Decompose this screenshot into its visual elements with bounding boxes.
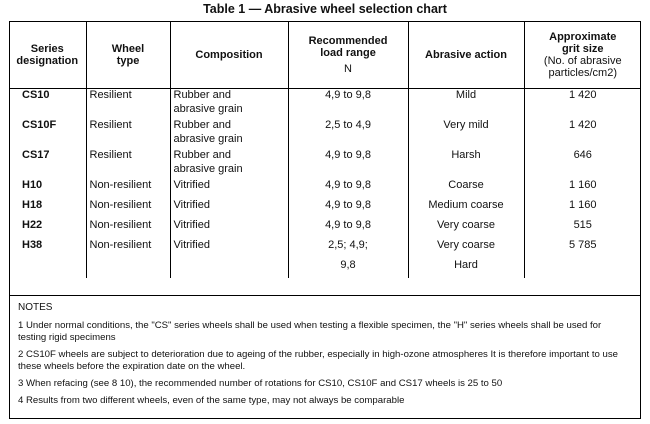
header-load-range: Recommended load range N: [288, 21, 408, 89]
composition-cell: Vitrified: [170, 179, 288, 199]
composition-cell: Vitrified: [170, 199, 288, 219]
load-cell: 4,9 to 9,8: [288, 219, 408, 239]
header-abrasive-action: Abrasive action: [408, 21, 524, 89]
composition-cell: Vitrified: [170, 219, 288, 239]
note-item: 3 When refacing (see 8 10), the recommended number of rotations for CS10, CS10F and CS17 wheels is 25 to 50: [18, 378, 503, 389]
header-series: Series designation: [9, 21, 86, 89]
type-cell: Non-resilient: [86, 219, 170, 239]
series-cell: H18: [9, 199, 86, 219]
load-unit: N: [344, 62, 352, 75]
grit-cell: 1 160: [568, 199, 597, 211]
load-cell: 2,5 to 4,9: [288, 119, 408, 149]
grit-cell: 515: [573, 219, 592, 231]
note-item: 4 Results from two different wheels, even of the same type, may not always be comparable: [18, 395, 405, 406]
grit-cell: 5 785: [568, 239, 597, 251]
action-cell: Very coarse: [408, 219, 524, 239]
load-cell: 9,8: [288, 259, 408, 278]
type-cell: Resilient: [86, 149, 170, 179]
header-composition: Composition: [170, 21, 288, 89]
series-cell: CS10: [9, 89, 86, 120]
header-grit-size: Approximate grit size (No. of abrasive particles/cm2): [524, 21, 641, 89]
composition-cell: Vitrified: [170, 239, 288, 259]
action-cell: Coarse: [408, 179, 524, 199]
action-cell: Hard: [408, 259, 524, 278]
load-cell: 4,9 to 9,8: [288, 149, 408, 179]
load-cell: 4,9 to 9,8: [288, 89, 408, 120]
series-cell: H22: [9, 219, 86, 239]
type-cell: Non-resilient: [86, 199, 170, 219]
grit-cell: 646: [573, 149, 592, 161]
series-cell: H10: [9, 179, 86, 199]
action-cell: Medium coarse: [408, 199, 524, 219]
load-cell: 4,9 to 9,8: [288, 179, 408, 199]
series-cell: CS17: [9, 149, 86, 179]
action-cell: Mild: [408, 89, 524, 120]
load-cell: 2,5; 4,9;: [288, 239, 408, 259]
type-cell: Non-resilient: [86, 179, 170, 199]
series-cell: H38: [9, 239, 86, 259]
grit-cell: 1 160: [568, 179, 597, 191]
load-cell: 4,9 to 9,8: [288, 199, 408, 219]
table-frame: [9, 21, 641, 419]
note-item: 1 Under normal conditions, the "CS" series wheels shall be used when testing a flexible specimen, the "H" series wheels shall be used for testing rigid specimens: [18, 320, 602, 343]
note-item: 2 CS10F wheels are subject to deterioration due to ageing of the rubber, especially in high-ozone atmospheres It is therefore important to use these wheels before the expiration date on the wheel.: [18, 349, 618, 372]
notes-heading: NOTES: [18, 302, 53, 313]
grit-cell: 1 420: [568, 89, 597, 101]
action-cell: Harsh: [408, 149, 524, 179]
composition-cell: Rubber and abrasive grain: [170, 119, 288, 149]
grit-cell: 1 420: [568, 119, 597, 131]
type-cell: Non-resilient: [86, 239, 170, 259]
composition-cell: Rubber and abrasive grain: [170, 89, 288, 120]
series-cell: CS10F: [9, 119, 86, 149]
type-cell: Resilient: [86, 119, 170, 149]
type-cell: Resilient: [86, 89, 170, 120]
action-cell: Very coarse: [408, 239, 524, 259]
header-wheel-type: Wheel type: [86, 21, 170, 89]
table-title: Table 1 — Abrasive wheel selection chart: [203, 2, 447, 16]
action-cell: Very mild: [408, 119, 524, 149]
composition-cell: Rubber and abrasive grain: [170, 149, 288, 179]
